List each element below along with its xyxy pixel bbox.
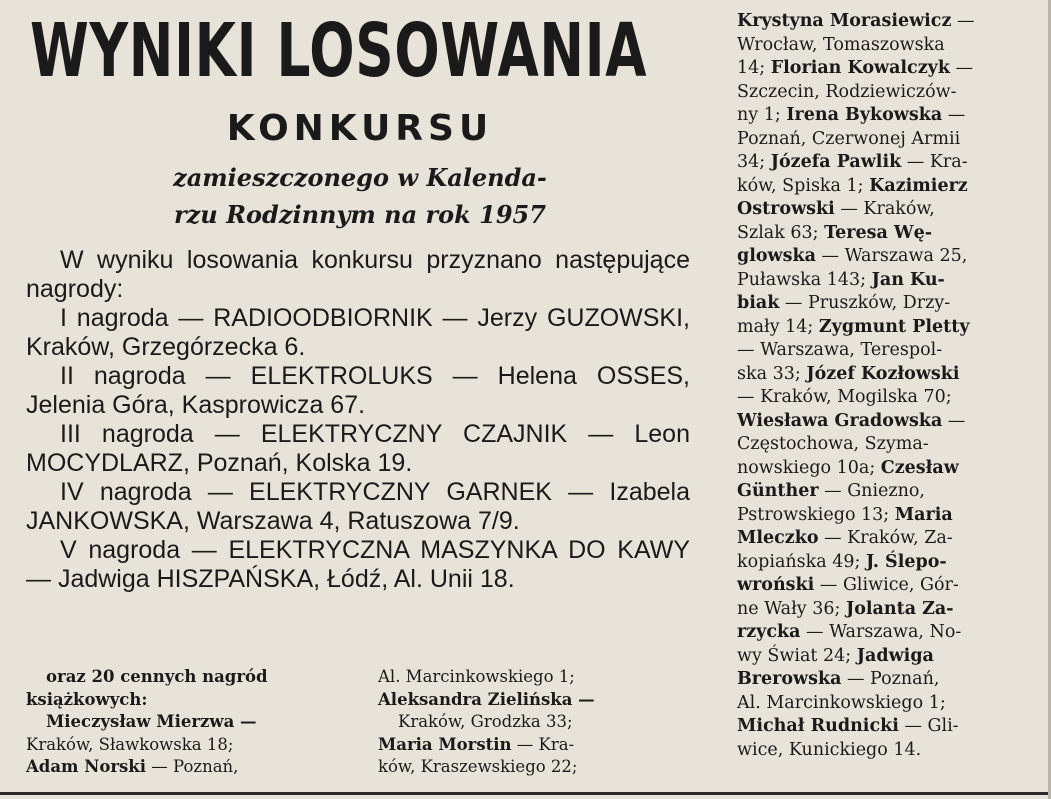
list-line: Częstochowa, Szyma- xyxy=(737,434,929,454)
list-line: Al. Marcinkowskiego 1; xyxy=(737,692,946,713)
list-line: Wiesława Gradowska — xyxy=(737,410,966,431)
list-line: — Kraków, Mogilska 70; xyxy=(737,387,952,407)
list-line: Kraków, Sławkowska 18; xyxy=(26,734,234,754)
list-line: ków, Spiska 1; Kazimierz xyxy=(737,175,968,196)
winners-column xyxy=(737,10,1049,762)
list-line: mały 14; Zygmunt Pletty xyxy=(737,316,970,337)
list-line: Günther — Gniezno, xyxy=(737,481,925,501)
italic-subtitle-line-2: rzu Rodzinnym na rok 1957 xyxy=(174,200,546,229)
list-line: Mieczysław Mierzwa — xyxy=(46,712,257,731)
list-line: kopiańska 49; J. Ślepo- xyxy=(737,551,947,572)
book-prizes-column-2 xyxy=(378,666,690,779)
italic-subtitle-line-1: zamieszczonego w Kalenda- xyxy=(173,163,547,192)
prize-3: III nagroda — ELEKTRYCZNY CZAJNIK — Leon MOCYDLARZ, Poznań, Kolska 19. xyxy=(26,420,690,477)
list-line: glowska — Warszawa 25, xyxy=(737,246,968,266)
list-line: 14; Florian Kowalczyk — xyxy=(737,58,974,78)
article-body xyxy=(26,246,690,594)
list-line: nowskiego 10a; Czesław xyxy=(737,457,959,478)
list-line: Brerowska — Poznań, xyxy=(737,669,940,689)
list-line: ny 1; Irena Bykowska — xyxy=(737,105,966,125)
list-line: wroński — Gliwice, Gór- xyxy=(737,575,959,595)
list-line: Szlak 63; Teresa Wę- xyxy=(737,222,932,243)
list-line: Szczecin, Rodziewiczów- xyxy=(737,81,957,102)
column-gutter xyxy=(710,0,711,790)
main-article xyxy=(26,8,694,798)
list-line: Aleksandra Zielińska — xyxy=(378,689,595,709)
list-line: 34; Józefa Pawlik — Kra- xyxy=(737,152,968,172)
prize-1: I nagroda — RADIOODBIORNIK — Jerzy GUZOWSKI, Kraków, Grzegórzecka 6. xyxy=(26,304,690,361)
list-line: ne Wały 36; Jolanta Za- xyxy=(737,598,954,619)
list-line: ska 33; Józef Kozłowski xyxy=(737,363,960,384)
prize-5: V nagroda — ELEKTRYCZNA MASZYNKA DO KAWY — Jadwiga HISZPAŃSKA, Łódź, Al. Unii 18. xyxy=(26,536,690,593)
list-line: ków, Kraszewskiego 22; xyxy=(378,757,578,776)
list-line: książkowych: xyxy=(26,689,148,709)
list-line: oraz 20 cennych nagród xyxy=(46,667,268,686)
list-line: wy Świat 24; Jadwiga xyxy=(737,645,934,666)
list-line: Adam Norski — Poznań, xyxy=(26,757,239,776)
list-line: Maria Morstin — Kra- xyxy=(378,734,575,754)
list-line: Kraków, Grodzka 33; xyxy=(398,712,573,731)
list-line: Puławska 143; Jan Ku- xyxy=(737,269,945,290)
list-line: Michał Rudnicki — Gli- xyxy=(737,716,959,736)
subheadline: KONKURSU xyxy=(226,108,494,149)
list-line: Wrocław, Tomaszowska xyxy=(737,34,945,55)
list-line: biak — Pruszków, Drzy- xyxy=(737,293,951,313)
bottom-rule xyxy=(0,792,1051,795)
list-line: Mleczko — Kraków, Za- xyxy=(737,528,953,548)
prize-2: II nagroda — ELEKTROLUKS — Helena OSSES, Jelenia Góra, Kasprowicza 67. xyxy=(26,362,690,419)
intro-paragraph: W wyniku losowania konkursu przyznano następujące nagrody: xyxy=(26,246,690,303)
list-line: rzycka — Warszawa, No- xyxy=(737,622,962,642)
prize-4: IV nagroda — ELEKTRYCZNY GARNEK — Izabela JANKOWSKA, Warszawa 4, Ratuszowa 7/9. xyxy=(26,478,690,535)
list-line: Pstrowskiego 13; Maria xyxy=(737,504,953,525)
list-line: Al. Marcinkowskiego 1; xyxy=(378,667,575,686)
list-line: — Warszawa, Terespol- xyxy=(737,340,943,360)
headline: WYNIKI LOSOWANIA xyxy=(30,8,648,94)
list-line: Ostrowski — Kraków, xyxy=(737,199,935,219)
list-line: Krystyna Morasiewicz — xyxy=(737,11,975,31)
list-line: wice, Kunickiego 14. xyxy=(737,739,922,760)
book-prizes-column-1 xyxy=(26,666,346,779)
list-line: Poznań, Czerwonej Armii xyxy=(737,128,961,149)
